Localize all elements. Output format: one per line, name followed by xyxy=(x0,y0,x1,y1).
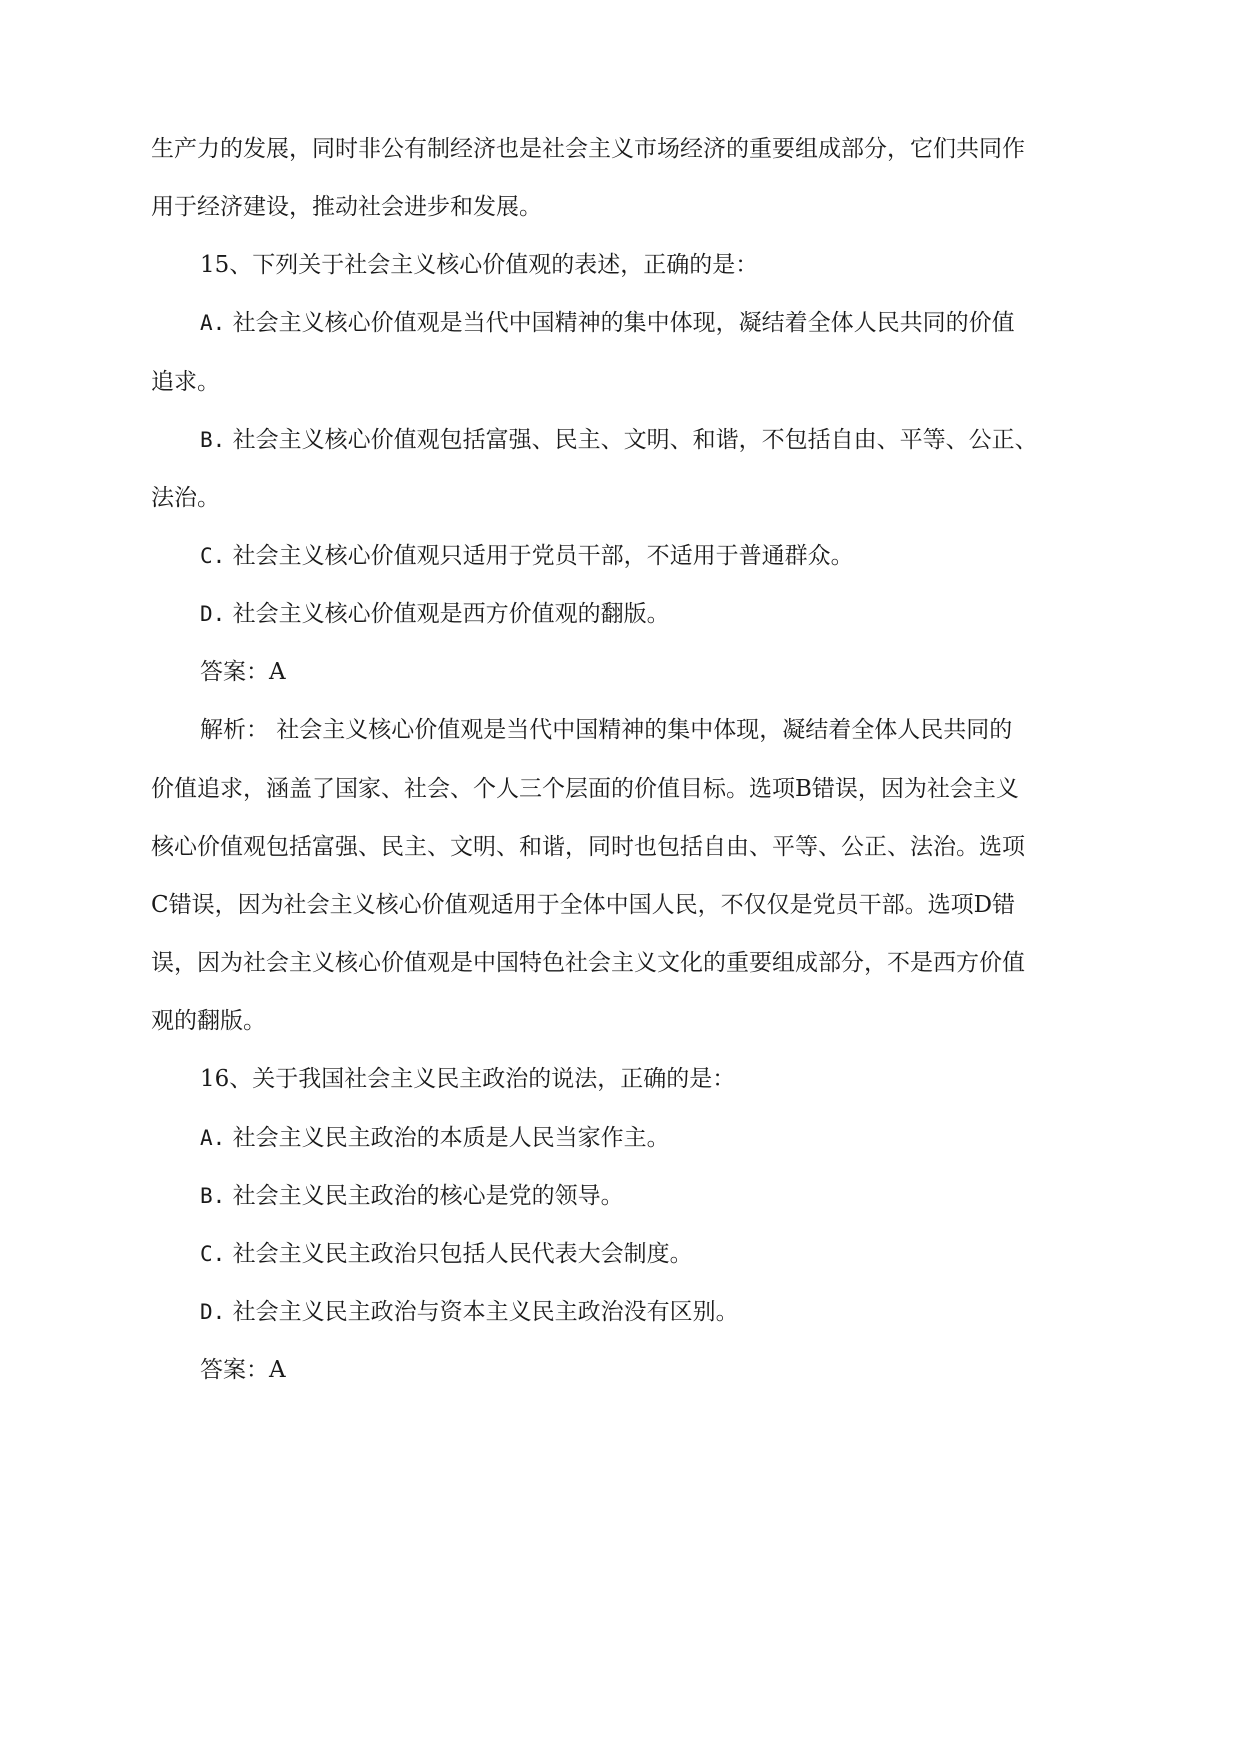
q16-option-b-text: 社会主义民主政治的核心是党的领导。 xyxy=(232,1183,624,1209)
q15-option-a-letter: A. xyxy=(200,311,226,335)
q15-option-c-letter: C. xyxy=(200,544,226,568)
q15-option-b-text-2: 法治。 xyxy=(151,485,220,511)
q16-answer: 答案：A xyxy=(200,1357,286,1383)
q16-stem: 16、关于我国社会主义民主政治的说法，正确的是： xyxy=(200,1066,736,1092)
q15-analysis-line-4: C错误，因为社会主义核心价值观适用于全体中国人民，不仅仅是党员干部。选项D错 xyxy=(151,892,1016,918)
q16-option-d-letter: D. xyxy=(200,1300,226,1324)
q15-option-b-text-1: 社会主义核心价值观包括富强、民主、文明、和谐，不包括自由、平等、公正、 xyxy=(232,427,1038,453)
q15-option-a-text-2: 追求。 xyxy=(151,369,220,395)
q15-analysis-line-1: 解析： 社会主义核心价值观是当代中国精神的集中体现，凝结着全体人民共同的 xyxy=(200,717,1013,743)
q16-option-d xyxy=(200,1297,739,1327)
q15-option-d-letter: D. xyxy=(200,602,226,626)
q15-analysis-line-5: 误，因为社会主义核心价值观是中国特色社会主义文化的重要组成部分，不是西方价值 xyxy=(151,950,1025,976)
q15-option-d xyxy=(200,599,670,629)
q15-stem: 15、下列关于社会主义核心价值观的表述，正确的是： xyxy=(200,252,759,278)
q15-option-c xyxy=(200,541,854,571)
q15-analysis-line-2: 价值追求，涵盖了国家、社会、个人三个层面的价值目标。选项B错误，因为社会主义 xyxy=(151,776,1019,802)
q16-option-b xyxy=(200,1181,624,1211)
q16-option-b-letter: B. xyxy=(200,1184,226,1208)
q16-option-c xyxy=(200,1239,693,1269)
q16-option-c-text: 社会主义民主政治只包括人民代表大会制度。 xyxy=(232,1241,693,1267)
q15-option-b-letter: B. xyxy=(200,428,226,452)
q15-option-a-text-1: 社会主义核心价值观是当代中国精神的集中体现，凝结着全体人民共同的价值 xyxy=(232,310,1015,336)
q15-option-a xyxy=(200,308,1015,338)
q16-option-d-text: 社会主义民主政治与资本主义民主政治没有区别。 xyxy=(232,1299,739,1325)
q15-option-b xyxy=(200,425,1038,455)
q16-option-a-text: 社会主义民主政治的本质是人民当家作主。 xyxy=(232,1125,670,1151)
q16-option-c-letter: C. xyxy=(200,1242,226,1266)
intro-line-2: 用于经济建设，推动社会进步和发展。 xyxy=(151,194,542,220)
q16-option-a-letter: A. xyxy=(200,1126,226,1150)
q15-option-d-text: 社会主义核心价值观是西方价值观的翻版。 xyxy=(232,601,670,627)
q15-analysis-line-3: 核心价值观包括富强、民主、文明、和谐，同时也包括自由、平等、公正、法治。选项 xyxy=(151,834,1025,860)
intro-line-1: 生产力的发展，同时非公有制经济也是社会主义市场经济的重要组成部分，它们共同作 xyxy=(151,136,1025,162)
q15-answer: 答案：A xyxy=(200,659,286,685)
q16-option-a xyxy=(200,1123,670,1153)
q15-option-c-text: 社会主义核心价值观只适用于党员干部，不适用于普通群众。 xyxy=(232,543,854,569)
q15-analysis-line-6: 观的翻版。 xyxy=(151,1008,266,1034)
